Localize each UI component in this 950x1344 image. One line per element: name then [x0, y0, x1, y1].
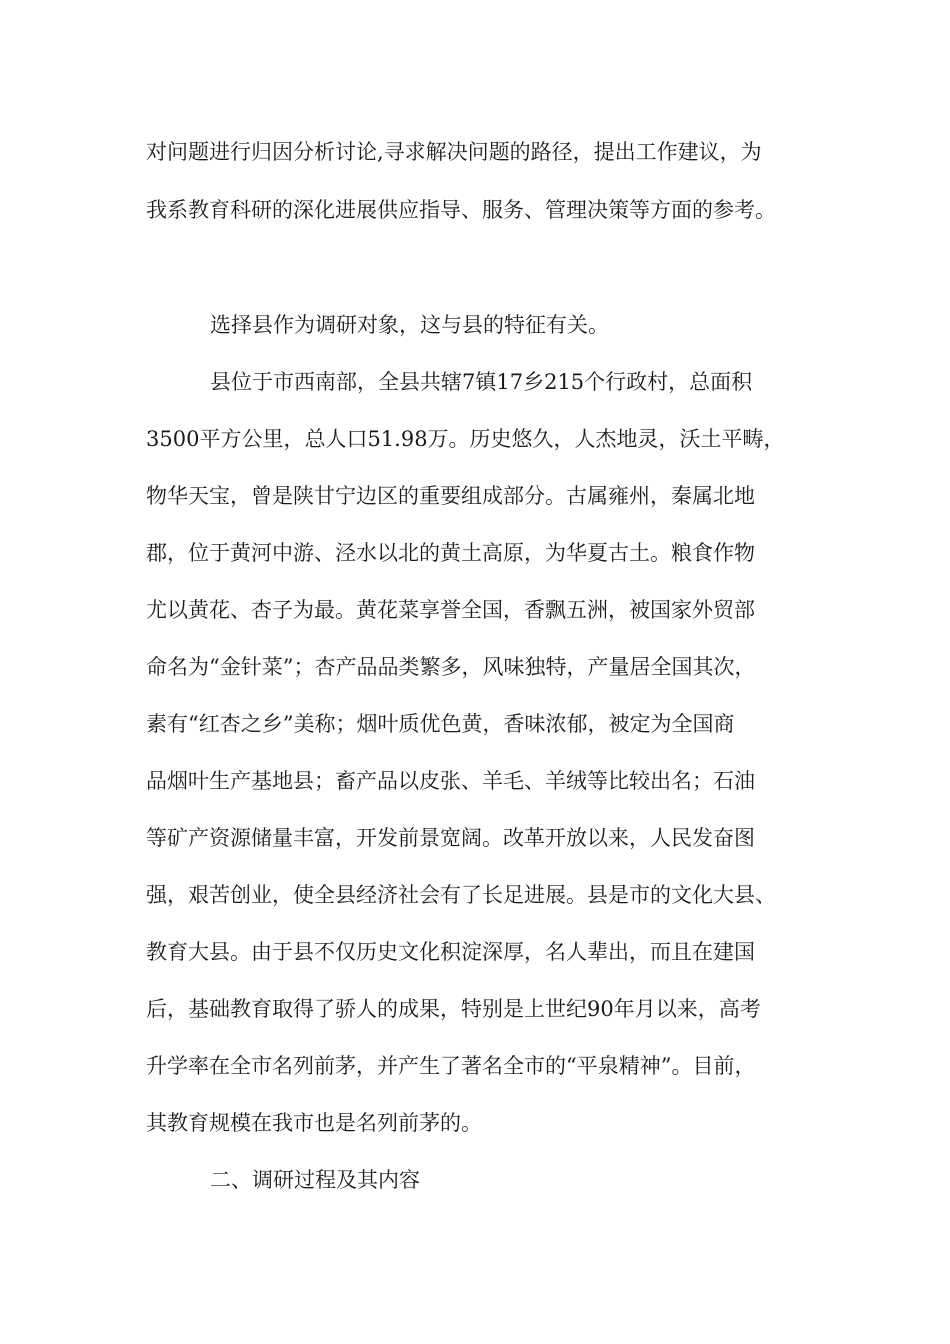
- body-line-11: 品烟叶生产基地县；畜产品以皮张、羊毛、羊绒等比较出名；石油: [146, 769, 755, 793]
- body-line-13: 强，艰苦创业，使全县经济社会有了长足进展。县是市的文化大县、: [146, 883, 776, 907]
- body-line-15: 后，基础教育取得了骄人的成果，特别是上世纪90年月以来，高考: [146, 997, 761, 1021]
- body-line-7: 郡，位于黄河中游、泾水以北的黄土高原，为华夏古土。粮食作物: [146, 541, 755, 565]
- section-heading: 二、调研过程及其内容: [210, 1168, 420, 1192]
- body-line-2: 我系教育科研的深化进展供应指导、服务、管理决策等方面的参考。: [146, 198, 776, 222]
- body-line-10: 素有“红杏之乡”美称；烟叶质优色黄，香味浓郁，被定为全国商: [146, 712, 735, 736]
- body-line-17: 其教育规模在我市也是名列前茅的。: [146, 1111, 482, 1135]
- body-line-12: 等矿产资源储量丰富，开发前景宽阔。改革开放以来，人民发奋图: [146, 826, 755, 850]
- body-line-6: 物华天宝，曾是陕甘宁边区的重要组成部分。古属雍州，秦属北地: [146, 484, 755, 508]
- paragraph-lead-line: 选择县作为调研对象，这与县的特征有关。: [210, 313, 609, 337]
- body-line-9: 命名为“金针菜”；杏产品品类繁多，风味独特，产量居全国其次，: [146, 655, 756, 679]
- body-line-5: 3500平方公里，总人口51.98万。历史悠久，人杰地灵，沃土平畴，: [146, 427, 785, 451]
- body-line-8: 尤以黄花、杏子为最。黄花菜享誉全国，香飘五洲，被国家外贸部: [146, 598, 755, 622]
- body-line-1: 对问题进行归因分析讨论,寻求解决问题的路径，提出工作建议，为: [146, 140, 762, 164]
- body-line-14: 教育大县。由于县不仅历史文化积淀深厚，名人辈出，而且在建国: [146, 940, 755, 964]
- body-line-4: 县位于市西南部，全县共辖7镇17乡215个行政村，总面积: [210, 370, 753, 394]
- body-line-16: 升学率在全市名列前茅，并产生了著名全市的“平泉精神”。目前，: [146, 1054, 756, 1078]
